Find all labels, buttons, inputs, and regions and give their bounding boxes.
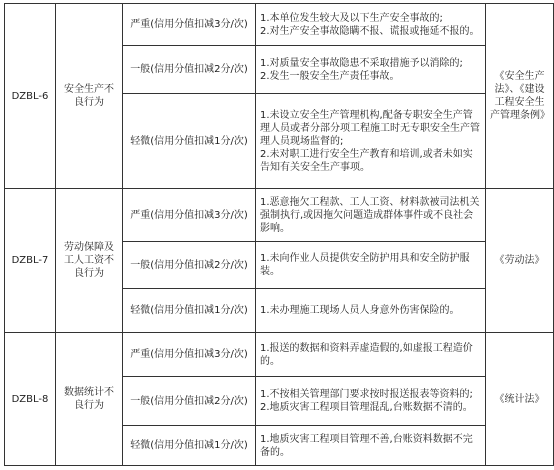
credit-penalty-table	[4, 3, 554, 466]
description-item: 2.未对职工进行安全生产教育和培训,或者未如实告知有关安全生产事项。	[260, 148, 473, 173]
severity-level: 一般(信用分值扣减2分/次)	[123, 377, 256, 426]
row-code: DZBL-8	[5, 333, 56, 466]
violation-description	[256, 333, 486, 377]
description-item: 1.本单位发生较大及以下生产安全事故的;	[260, 12, 443, 24]
violation-description	[256, 189, 486, 242]
severity-level: 轻微(信用分值扣减1分/次)	[123, 426, 256, 466]
row-category: 劳动保障及工人工资不良行为	[56, 189, 123, 333]
violation-description	[256, 46, 486, 94]
description-item: 1.未向作业人员提供安全防护用具和安全防护服装。	[260, 253, 470, 277]
severity-level: 一般(信用分值扣减2分/次)	[123, 46, 256, 94]
severity-level: 一般(信用分值扣减2分/次)	[123, 242, 256, 289]
description-item: 1.地质灾害工程项目管理不善,台账资料数据不完备的。	[260, 433, 473, 458]
description-item: 1.对质量安全事故隐患不采取措施予以消除的;	[260, 57, 463, 69]
legal-basis: 《统计法》	[486, 333, 554, 466]
description-item: 1.未设立安全生产管理机构,配备专职安全生产管理人员或者分部分项工程施工时无专职安全生产管理人员现场监督的;	[260, 109, 480, 147]
description-item: 1.不按相关管理部门要求按时报送报表等资料的;	[260, 389, 473, 400]
severity-level: 轻微(信用分值扣减1分/次)	[123, 289, 256, 333]
violation-description	[256, 94, 486, 189]
description-item: 1.未办理施工现场人员人身意外伤害保险的。	[260, 305, 460, 316]
violation-description	[256, 289, 486, 333]
table-row	[5, 189, 554, 242]
table-row	[5, 333, 554, 377]
violation-description	[256, 377, 486, 426]
row-code: DZBL-6	[5, 4, 56, 189]
severity-level: 严重(信用分值扣减3分/次)	[123, 4, 256, 46]
table-row	[5, 4, 554, 46]
legal-basis: 《劳动法》	[486, 189, 554, 333]
violation-description	[256, 426, 486, 466]
description-item: 1.报送的数据和资料弄虚造假的,如虚报工程造价的。	[260, 342, 473, 367]
legal-basis: 《安全生产法》、《建设工程安全生产管理条例》	[486, 4, 554, 189]
severity-level: 轻微(信用分值扣减1分/次)	[123, 94, 256, 189]
description-item: 2.对生产安全事故隐瞒不报、谎报或拖延不报的。	[260, 25, 480, 37]
severity-level: 严重(信用分值扣减3分/次)	[123, 333, 256, 377]
row-category: 数据统计不良行为	[56, 333, 123, 466]
description-item: 2.地质灾害工程项目管理混乱,台账数据不清的。	[260, 402, 473, 413]
description-item: 1.恶意拖欠工程款、工人工资、材料款被司法机关强制执行,或因拖欠问题造成群体事件或不良社会影响。	[260, 196, 480, 234]
row-category: 安全生产不良行为	[56, 4, 123, 189]
violation-description	[256, 4, 486, 46]
severity-level: 严重(信用分值扣减3分/次)	[123, 189, 256, 242]
description-item: 2.发生一般安全生产责任事故。	[260, 70, 400, 82]
row-code: DZBL-7	[5, 189, 56, 333]
violation-description	[256, 242, 486, 289]
